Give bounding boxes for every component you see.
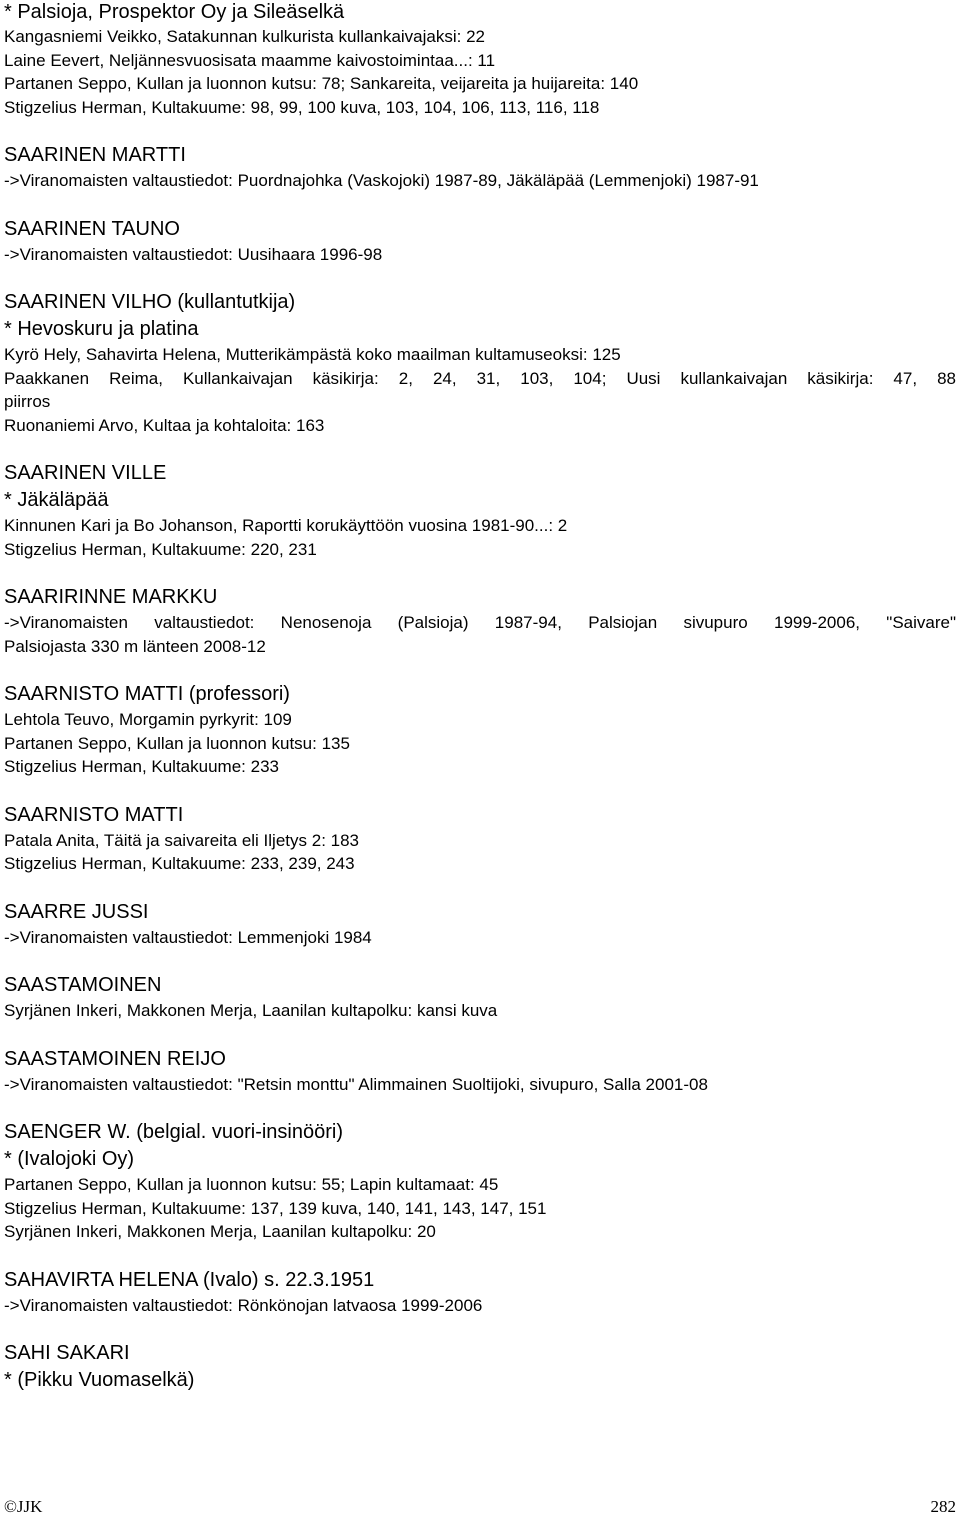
- reference-line: Syrjänen Inkeri, Makkonen Merja, Laanilan kultapolku: kansi kuva: [4, 1001, 498, 1020]
- entry-saarnisto-matti-professori: [4, 681, 956, 779]
- entry-heading: [4, 899, 956, 926]
- reference-line: ->Viranomaisten valtaustiedot: Uusihaara 1996-98: [4, 244, 383, 264]
- reference-line: Ruonaniemi Arvo, Kultaa ja kohtaloita: 163: [4, 415, 325, 435]
- entry-sahi-sakari: [4, 1340, 956, 1394]
- entry-saastamoinen-reijo: [4, 1046, 956, 1097]
- entry-heading: [4, 1119, 956, 1146]
- entry-heading: [4, 584, 956, 611]
- entry-note: (kullantutkija): [171, 291, 296, 313]
- entry-note: (belgial. vuori-insinööri): [130, 1121, 344, 1143]
- page-number: 282: [930, 1497, 956, 1516]
- entry-saenger-w: [4, 1119, 956, 1244]
- reference-line: Palsiojasta 330 m länteen 2008-12: [4, 636, 266, 656]
- entry-heading: [4, 289, 956, 316]
- entry-name: SAARNISTO MATTI: [4, 803, 184, 826]
- entry-heading: [4, 972, 956, 999]
- sub-heading: * Palsioja, Prospektor Oy ja Sileäselkä: [4, 1, 345, 23]
- entry-heading: [4, 1340, 956, 1367]
- sub-heading: * (Pikku Vuomaselkä): [4, 1369, 195, 1391]
- entry-name: SAARIRINNE MARKKU: [4, 586, 218, 608]
- entry-sahavirta-helena: [4, 1267, 956, 1318]
- reference-line: Syrjänen Inkeri, Makkonen Merja, Laanilan kultapolku: 20: [4, 1222, 436, 1241]
- reference-line: ->Viranomaisten valtaustiedot: Lemmenjoki 1984: [4, 927, 372, 947]
- reference-line: Patala Anita, Täitä ja saivareita eli Iljetys 2: 183: [4, 830, 359, 850]
- reference-line: Laine Eevert, Neljännesvuosisata maamme kaivostoimintaa...: 11: [4, 50, 496, 70]
- entry-heading: [4, 1046, 956, 1073]
- reference-line: Partanen Seppo, Kullan ja luonnon kutsu: 78; Sankareita, veijareita ja huijareita: 140: [4, 74, 639, 93]
- reference-line: Stigzelius Herman, Kultakuume: 98, 99, 100 kuva, 103, 104, 106, 113, 116, 118: [4, 97, 600, 117]
- entry-saarre-jussi: [4, 899, 956, 950]
- reference-line: Stigzelius Herman, Kultakuume: 137, 139 kuva, 140, 141, 143, 147, 151: [4, 1198, 547, 1218]
- reference-line: piirros: [4, 392, 51, 411]
- reference-line: ->Viranomaisten valtaustiedot: Puordnajohka (Vaskojoki) 1987-89, Jäkäläpää (Lemmenjoki) 1987-91: [4, 171, 759, 190]
- entry-heading: [4, 460, 956, 487]
- reference-line: ->Viranomaisten valtaustiedot: "Retsin monttu" Alimmainen Suoltijoki, sivupuro, Salla 2001-08: [4, 1074, 708, 1094]
- entry-name: SAARINEN MARTTI: [4, 144, 186, 166]
- sub-heading: * (Ivalojoki Oy): [4, 1148, 135, 1170]
- entry-saarnisto-matti: [4, 802, 956, 876]
- entry-name: SAARINEN TAUNO: [4, 217, 180, 240]
- entry-name: SAARINEN VILLE: [4, 462, 167, 484]
- entry-heading: [4, 142, 956, 169]
- continued-entry: [4, 0, 956, 119]
- reference-line: Stigzelius Herman, Kultakuume: 233, 239, 243: [4, 854, 355, 873]
- reference-line: ->Viranomaisten valtaustiedot: Nenosenoja (Palsioja) 1987-94, Palsiojan sivupuro 1999-2006, "Saivare": [4, 613, 956, 632]
- entry-name: SAASTAMOINEN REIJO: [4, 1047, 226, 1070]
- entry-saastamoinen: [4, 972, 956, 1023]
- entry-heading: [4, 681, 956, 708]
- entry-saarinen-ville: [4, 460, 956, 561]
- reference-line: Stigzelius Herman, Kultakuume: 220, 231: [4, 539, 317, 559]
- entry-name: SAHAVIRTA HELENA: [4, 1268, 198, 1291]
- entry-heading: [4, 802, 956, 829]
- entry-saarinen-tauno: [4, 216, 956, 267]
- reference-line: Kangasniemi Veikko, Satakunnan kulkurista kullankaivajaksi: 22: [4, 27, 485, 46]
- copyright-label: ©JJK: [4, 1497, 43, 1516]
- reference-line: Stigzelius Herman, Kultakuume: 233: [4, 757, 279, 776]
- entry-note: (professori): [183, 683, 290, 705]
- entry-name: SAARRE JUSSI: [4, 900, 149, 923]
- entry-heading: [4, 216, 956, 243]
- sub-heading: * Hevoskuru ja platina: [4, 318, 199, 340]
- reference-line: Partanen Seppo, Kullan ja luonnon kutsu: 135: [4, 733, 350, 753]
- entry-name: SAARINEN VILHO: [4, 291, 172, 313]
- entry-name: SAHI SAKARI: [4, 1342, 130, 1364]
- entry-saarinen-martti: [4, 142, 956, 193]
- reference-line: Lehtola Teuvo, Morgamin pyrkyrit: 109: [4, 710, 292, 729]
- sub-heading: * Jäkäläpää: [4, 489, 109, 511]
- reference-line: Paakkanen Reima, Kullankaivajan käsikirja: 2, 24, 31, 103, 104; Uusi kullankaivajan käsikirja: 47, 88: [4, 368, 956, 388]
- reference-line: Kinnunen Kari ja Bo Johanson, Raportti korukäyttöön vuosina 1981-90...: 2: [4, 516, 568, 535]
- entry-saaririnne-markku: [4, 584, 956, 658]
- entry-name: SAASTAMOINEN: [4, 974, 162, 996]
- document-page: [4, 0, 956, 1394]
- entry-heading: [4, 1267, 956, 1294]
- entry-note: (Ivalo) s. 22.3.1951: [197, 1268, 375, 1291]
- reference-line: ->Viranomaisten valtaustiedot: Rönkönojan latvaosa 1999-2006: [4, 1295, 483, 1315]
- reference-line: Partanen Seppo, Kullan ja luonnon kutsu: 55; Lapin kultamaat: 45: [4, 1175, 499, 1194]
- entry-name: SAENGER W.: [4, 1121, 131, 1143]
- entry-saarinen-vilho: [4, 289, 956, 437]
- entry-name: SAARNISTO MATTI: [4, 683, 184, 705]
- reference-line: Kyrö Hely, Sahavirta Helena, Mutterikämpästä koko maailman kultamuseoksi: 125: [4, 345, 621, 364]
